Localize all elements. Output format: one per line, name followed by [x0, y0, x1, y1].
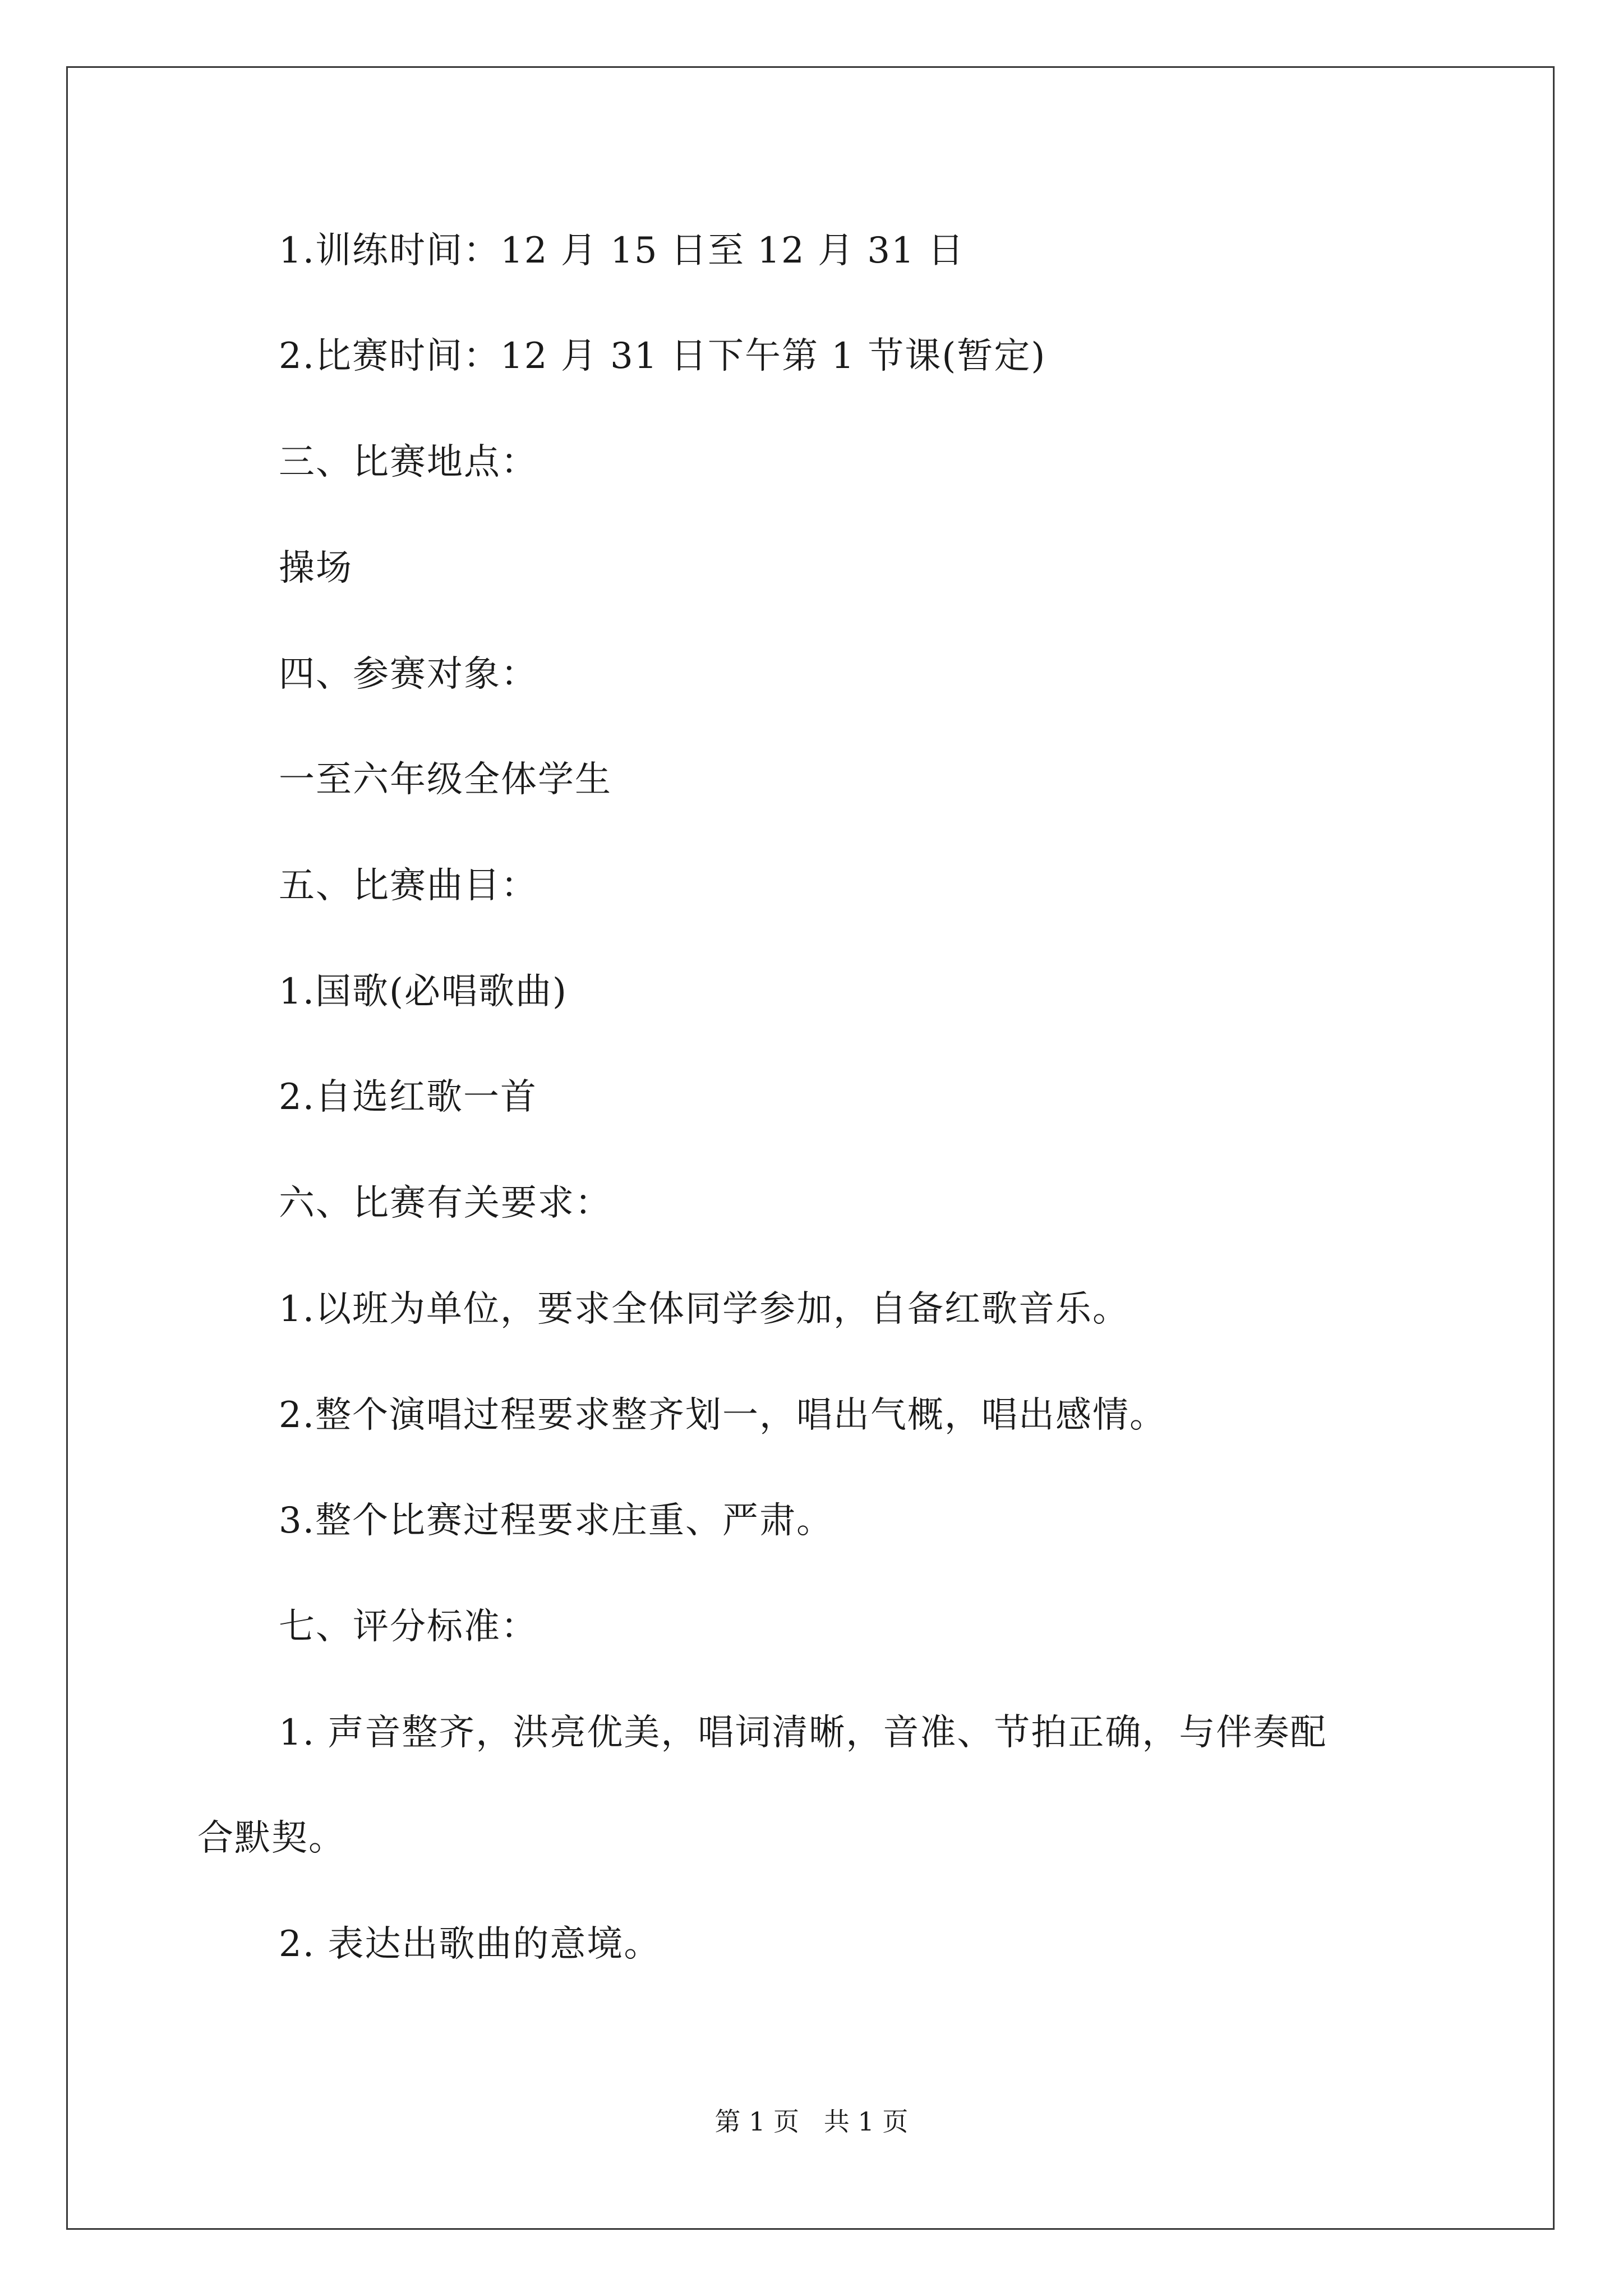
text-line-requirement-1: 1.以班为单位，要求全体同学参加，自备红歌音乐。 [279, 1289, 1130, 1330]
heading-requirements: 六、比赛有关要求： [279, 1182, 612, 1224]
text-line-song-1: 1.国歌(必唱歌曲) [279, 971, 568, 1013]
text-line-criterion-1-continued: 合默契。 [197, 1818, 345, 1859]
text-line-venue: 操场 [279, 547, 353, 589]
text-line-requirement-2: 2.整个演唱过程要求整齐划一，唱出气概，唱出感情。 [279, 1395, 1167, 1436]
text-line-song-2: 2.自选红歌一首 [279, 1076, 538, 1118]
text-line-training-time: 1.训练时间：12 月 15 日至 12 月 31 日 [279, 230, 965, 272]
text-line-criterion-2: 2. 表达出歌曲的意境。 [279, 1924, 661, 1965]
text-line-requirement-3: 3.整个比赛过程要求庄重、严肃。 [279, 1500, 834, 1542]
heading-participants: 四、参赛对象： [279, 654, 538, 695]
heading-competition-venue: 三、比赛地点： [279, 441, 538, 483]
heading-scoring-criteria: 七、评分标准： [279, 1606, 538, 1648]
text-line-competition-time: 2.比赛时间：12 月 31 日下午第 1 节课(暂定) [279, 335, 1046, 377]
page-border [66, 66, 1555, 2230]
text-line-criterion-1: 1. 声音整齐，洪亮优美，唱词清晰，音准、节拍正确，与伴奏配 [279, 1712, 1327, 1754]
text-line-participants: 一至六年级全体学生 [279, 759, 612, 800]
page-number-footer: 第 1 页 共 1 页 [714, 2106, 909, 2137]
heading-competition-songs: 五、比赛曲目： [279, 865, 538, 907]
